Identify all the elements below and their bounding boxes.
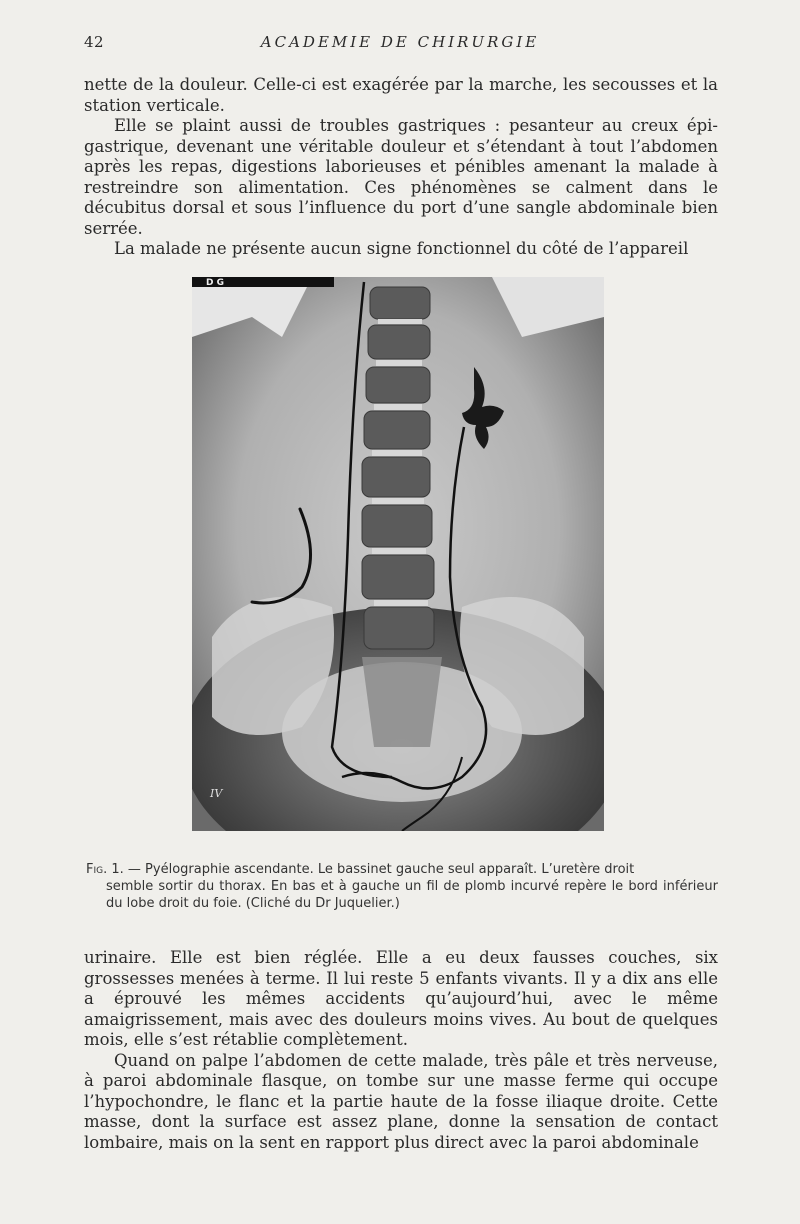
- corner-marker-text: D G: [206, 278, 224, 288]
- figure-label: Fig. 1.: [86, 862, 124, 877]
- paragraph: nette de la douleur. Celle-ci est exagérée par la marche, les secousses et la station verticale.: [84, 75, 718, 115]
- page-number: 42: [84, 33, 105, 51]
- paragraph: La malade ne présente aucun signe fonctionnel du côté de l’appareil: [114, 239, 689, 258]
- paragraph: urinaire. Elle est bien réglée. Elle a eu deux fausses couches, six grossesses menées à terme. Il lui reste 5 enfants vivants. Il y a dix ans elle a éprouvé les mêmes accidents qu’aujourd’hui, avec le même amaigrissement, mais avec des douleurs moins vives. Au bout de quelques mois, elle s’est rétablie complètement.: [84, 948, 718, 1049]
- caption-text-1: — Pyélographie ascendante. Le bassinet gauche seul apparaît. L’uretère droit: [127, 862, 635, 877]
- film-mark-text: IV: [210, 787, 223, 800]
- paragraph: Elle se plaint aussi de troubles gastriques : pesanteur au creux épi-gastrique, devenant une véritable douleur et s’étendant à tout l’abdomen après les repas, digestions laborieuses et pénibles amenant la malade à restreindre son alimentation. Ces phénomènes se calment dans le décubitus dorsal et sous l’influence du port d’une sangle abdominale bien serrée.: [84, 116, 718, 238]
- caption-line-1: [86, 861, 718, 878]
- pyelography-xray-figure: [192, 277, 604, 831]
- paragraph: Quand on palpe l’abdomen de cette malade, très pâle et très nerveuse, à paroi abdominale flasque, on tombe sur une masse ferme qui occupe l’hypochondre, le flanc et la partie haute de la fosse iliaque droite. Cette masse, dont la surface est assez plane, donne la sensation de contact lombaire, mais on la sent en rapport plus direct avec la paroi abdominale: [84, 1050, 718, 1152]
- xray-image: [192, 277, 604, 831]
- figure-caption: [86, 861, 718, 912]
- top-body-text: [84, 75, 718, 260]
- bottom-body-text: [84, 948, 718, 1153]
- caption-text-rest: semble sortir du thorax. En bas et à gauche un fil de plomb incurvé repère le bord inférieur du lobe droit du foie. (Cliché du Dr Juquelier.): [106, 879, 718, 911]
- running-head: ACADEMIE DE CHIRURGIE: [260, 33, 540, 51]
